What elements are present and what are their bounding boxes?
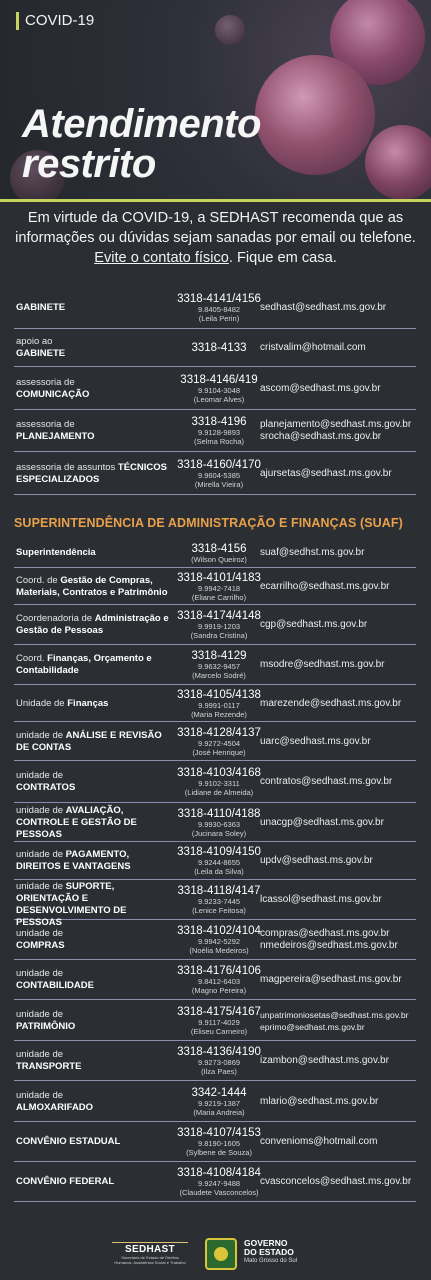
contact-mobile: 9.9128-9893 [197,428,241,437]
contact-label-bold: ANÁLISE E REVISÃO DE CONTAS [16,729,162,753]
contact-email-block [260,1176,420,1188]
contact-phone: 3318-4176/4106 [177,965,261,977]
headline [22,104,261,184]
contact-label [16,698,171,710]
contact-email-block [260,855,420,867]
contact-phone: 3318-4105/4138 [177,688,261,701]
contact-phone-block [164,342,274,354]
contact-mobile: 9.8412-6403 [197,977,241,986]
contact-label-prefix: Unidade de [16,697,65,709]
contact-email[interactable]: marezende@sedhast.ms.gov.br [260,697,402,709]
contact-row [14,1041,416,1081]
contact-row [14,685,416,722]
contact-person: (Leomar Alves) [193,394,245,404]
contact-mobile: 9.9942-5292 [197,937,241,946]
contact-label-bold: GABINETE [16,348,66,359]
contact-mobile: 9.9991-0117 [198,700,240,710]
contact-phone-block [164,543,274,564]
contact-label [16,805,171,841]
contact-row [14,761,416,803]
contact-label-prefix: Coord. [16,653,45,664]
contact-phone-block [164,1127,274,1157]
contact-email-block [260,736,420,748]
contact-person: (Eliane Carrilho) [191,592,247,602]
contact-label [16,1009,171,1033]
contact-person: (José Henrique) [192,747,246,757]
contact-email[interactable]: cgp@sedhast.ms.gov.br [260,619,368,630]
contact-phone-block [164,293,274,323]
contact-email-block [260,1096,420,1108]
virus-illustration [365,125,431,200]
contact-label [16,302,171,314]
government-logo [244,1239,297,1266]
contact-phone: 3318-4128/4137 [177,726,261,739]
contact-label-prefix: unidade de [16,804,64,816]
contact-email-block [260,894,420,906]
contact-person: (Jucinara Soley) [191,828,247,838]
intro-underlined: Evite o contato físico [94,250,229,266]
contact-email[interactable]: izambon@sedhast.ms.gov.br [260,1055,389,1066]
contact-label [16,968,171,992]
contact-label [16,928,171,952]
contact-label-bold: ALMOXARIFADO [16,1101,94,1113]
contact-row [14,1122,416,1162]
contact-label-prefix: unidade de [16,849,64,860]
contact-email[interactable]: cristvalim@hotmail.com [260,342,366,353]
contact-phone-block [164,610,274,640]
contact-email-block [260,302,420,314]
contact-person: (Leila da Silva) [194,867,244,876]
contact-label-bold: COMUNICAÇÃO [16,388,90,400]
contact-email[interactable]: nmedeiros@sedhast.ms.gov.br [260,940,398,951]
contact-email-block [260,547,420,559]
contact-label-bold: Finanças, Orçamento e Contabilidade [16,653,152,676]
contact-label-bold: CONTRATOS [16,782,76,793]
intro-part1: Em virtude da COVID-19, a SEDHAST recomenda que as informações ou dúvidas sejam sanadas por email ou telefone. [15,210,416,246]
contact-email-block [260,1055,420,1067]
contact-email-block [260,619,420,631]
contact-row [14,960,416,1000]
contact-mobile: 9.9104-3048 [197,385,241,395]
contact-mobile: 9.9919-1203 [197,622,241,631]
contact-email-block [260,974,420,986]
contact-email-block [260,776,420,788]
contact-mobile: 9.9219-1387 [197,1098,241,1108]
contact-phone-block [164,459,274,489]
contact-email[interactable]: msodre@sedhast.ms.gov.br [260,659,385,670]
contact-person: (Leila Perin) [198,313,240,323]
contact-label-bold: AVALIAÇÃO, CONTROLE E GESTÃO DE PESSOAS [16,804,137,840]
contact-person: (Wilson Queiroz) [191,554,247,564]
contact-email[interactable]: uarc@sedhast.ms.gov.br [260,735,371,747]
main-contacts-table [0,286,431,495]
contact-label-bold: GABINETE [16,301,66,313]
contact-phone: 3318-4101/4183 [177,571,261,584]
virus-illustration [255,55,375,175]
contact-label-prefix: Coordenadoria de [16,613,93,624]
contact-label-prefix: unidade de [16,770,64,781]
gov-line2: DO ESTADO [244,1247,294,1257]
contact-person: (Marcelo Sodré) [192,671,246,680]
contact-email[interactable]: unpatrimoniosetas@sedhast.ms.gov.br [260,1009,409,1020]
contact-row [14,1081,416,1122]
contact-email-block [260,698,420,710]
contact-phone-block [164,727,274,757]
contact-phone-block [164,572,274,602]
contact-phone: 3318-4103/4168 [177,767,261,779]
contact-email[interactable]: ecarrilho@sedhast.ms.gov.br [260,580,390,592]
contact-label [16,770,171,794]
contact-email[interactable]: ascom@sedhast.ms.gov.br [260,382,381,394]
contact-label [16,547,171,559]
contact-label-bold: COMPRAS [16,940,65,951]
virus-illustration [215,15,245,45]
contact-person: (Lenice Feitosa) [192,906,246,915]
contact-person: (Noélia Medeiros) [189,946,249,955]
contact-phone: 3318-4102/4104 [177,925,261,937]
contact-label-bold: PATRIMÔNIO [16,1020,76,1032]
contact-email[interactable]: mlario@sedhast.ms.gov.br [260,1095,379,1107]
suaf-section-title: SUPERINTENDÊNCIA DE ADMINISTRAÇÃO E FINANÇAS (SUAF) [14,516,403,530]
contact-phone: 3318-4160/4170 [177,458,261,471]
contact-label-prefix: assessoria de assuntos [16,461,116,473]
contact-label-prefix: unidade de [16,928,64,939]
contact-email[interactable]: contratos@sedhast.ms.gov.br [260,776,393,787]
contact-email-block [260,817,420,829]
contact-phone-block [164,1087,274,1117]
contact-label-bold: Gestão de Compras, Materiais, Contratos e Patrimônio [16,574,168,598]
contact-email-block [260,659,420,671]
contact-email-block [260,1136,420,1148]
contact-row [14,803,416,842]
contact-phone-block [164,965,274,995]
contact-person: (Eliseu Carneiro) [190,1026,248,1036]
contact-label-prefix: unidade de [16,1008,64,1020]
contact-person: (Ilza Paes) [201,1067,237,1076]
contact-label-bold: PLANEJAMENTO [16,431,95,442]
contact-email[interactable]: lcassol@sedhast.ms.gov.br [260,894,382,905]
contact-person: (Maria Rezende) [191,709,247,719]
contact-label-bold: Superintendência [16,547,96,558]
contact-label-bold: TÉCNICOS ESPECIALIZADOS [16,461,168,485]
contact-label [16,653,171,677]
contact-label-prefix: assessoria de [16,376,75,388]
contact-email[interactable]: ajursetas@sedhast.ms.gov.br [260,467,392,479]
contact-row [14,1000,416,1041]
contact-phone: 3318-4109/4150 [177,846,261,858]
contact-mobile: 9.9930-6363 [197,819,241,829]
contact-row [14,452,416,495]
contact-row [14,645,416,685]
contact-phone-block [164,846,274,876]
contact-label [16,1090,171,1114]
contact-label-prefix: unidade de [16,1049,64,1060]
contact-row [14,842,416,880]
footer [0,1226,431,1280]
contact-person: (Sylbene de Souza) [186,1148,252,1157]
contact-phone: 3342-1444 [191,1086,247,1099]
contact-email-block [260,342,420,354]
accent-divider [0,199,431,202]
contact-label [16,730,171,754]
contact-phone: 3318-4110/4188 [177,807,261,820]
contact-label [16,613,171,637]
contact-mobile: 9.8190-1605 [197,1139,241,1148]
contact-label-prefix: unidade de [16,881,64,892]
contact-phone: 3318-4118/4147 [177,885,261,897]
contact-label-bold: CONTABILIDADE [16,980,94,991]
contact-email[interactable]: convenioms@hotmail.com [260,1136,378,1147]
contact-mobile: 9.9244-8655 [197,858,241,867]
contact-phone-block [164,1046,274,1076]
contact-email[interactable]: eprimo@sedhast.ms.gov.br [260,1021,365,1032]
contact-phone-block [164,885,274,915]
contact-label-prefix: unidade de [16,729,64,741]
contact-email[interactable]: cvasconcelos@sedhast.ms.gov.br [260,1176,412,1187]
gov-line1: GOVERNO [244,1238,288,1248]
contact-phone: 3318-4175/4167 [177,1005,261,1018]
contact-phone: 3318-4146/419 [180,373,258,386]
contact-row [14,880,416,928]
contact-email[interactable]: unacgp@sedhast.ms.gov.br [260,816,384,828]
intro-part2: . Fique em casa. [228,250,337,266]
contact-label-prefix: assessoria de [16,419,75,430]
contact-email[interactable]: compras@sedhast.ms.gov.br [260,928,390,939]
contact-email-block [260,581,420,593]
suaf-contacts-table [0,538,431,1202]
contact-row [14,722,416,761]
contact-row [14,605,416,645]
sedhast-name: SEDHAST [125,1244,175,1255]
contact-person: (Sandra Cristina) [190,631,248,640]
contact-phone-block [164,925,274,955]
contact-label [16,462,171,486]
contact-phone-block [164,374,274,404]
contact-email[interactable]: srocha@sedhast.ms.gov.br [260,431,382,442]
contact-label-prefix: unidade de [16,1089,64,1101]
contact-label-prefix: unidade de [16,968,64,979]
contact-phone-block [164,1006,274,1036]
contact-label-bold: PAGAMENTO, DIREITOS E VANTAGENS [16,849,131,872]
contact-label-bold: Administração e Gestão de Pessoas [16,613,169,636]
contact-person: (Lidiane de Almeida) [184,788,254,797]
contact-label-prefix: apoio ao [16,336,53,347]
contact-phone: 3318-4196 [191,416,247,428]
contact-phone: 3318-4174/4148 [177,610,261,622]
contact-row [14,329,416,367]
contact-email[interactable]: suaf@sedhst.ms.gov.br [260,547,365,558]
contact-email-block [260,928,420,952]
contact-row [14,286,416,329]
contact-mobile: 9.9117-4029 [198,1017,240,1027]
contact-label [16,1176,171,1188]
contact-phone: 3318-4141/4156 [177,292,261,305]
contact-label [16,336,171,360]
contact-phone: 3318-4133 [191,342,247,354]
gov-state: Mato Grosso do Sul [244,1258,298,1264]
contact-mobile: 9.9102-3311 [198,779,240,788]
hero-banner [0,0,431,200]
contact-mobile: 9.9273-0869 [197,1058,241,1067]
contact-mobile: 9.9942-7418 [197,583,241,593]
contact-label [16,419,171,443]
contact-row [14,410,416,452]
contact-mobile: 9.9632-9457 [197,662,241,671]
contact-email[interactable]: updv@sedhast.ms.gov.br [260,855,373,866]
contact-person: (Selma Rocha) [193,437,245,446]
sedhast-divider [112,1242,188,1243]
contact-person: (Maria Andreia) [193,1107,245,1117]
intro-text [14,208,417,268]
contact-row [14,920,416,960]
state-emblem-icon [205,1238,237,1270]
contact-phone-block [164,808,274,838]
contact-mobile: 9.9272-4504 [197,738,241,748]
contact-label [16,1136,171,1148]
contact-mobile: 9.8405-8482 [197,304,241,314]
contact-person: (Mirella Vieira) [194,479,244,489]
contact-phone: 3318-4107/4153 [177,1127,261,1139]
contact-mobile: 9.9247-9488 [197,1179,241,1188]
contact-label [16,1049,171,1073]
contact-label-bold: TRANSPORTE [16,1061,82,1072]
contact-label-bold: Finanças [67,697,109,709]
contact-email[interactable]: magpereira@sedhast.ms.gov.br [260,974,402,985]
contact-phone-block [164,416,274,446]
contact-phone-block [164,689,274,719]
contact-phone-block [164,650,274,680]
contact-label [16,377,171,401]
contact-label-bold: CONVÊNIO ESTADUAL [16,1136,121,1147]
contact-mobile: 9.9604-5385 [197,470,241,480]
headline-line1: Atendimento [22,102,261,146]
contact-email-block [260,383,420,395]
covid-tag: COVID-19 [16,12,94,30]
contact-row [14,538,416,568]
contact-label-bold: CONVÊNIO FEDERAL [16,1176,115,1187]
contact-email-block [260,468,420,480]
contact-phone: 3318-4108/4184 [177,1167,261,1179]
contact-label-bold: SUPORTE, ORIENTAÇÃO E DESENVOLVIMENTO DE PESSOAS [16,881,127,928]
contact-row [14,1162,416,1202]
contact-email-block [260,419,420,443]
contact-row [14,367,416,410]
contact-label-prefix: Coord. de [16,574,58,586]
contact-email-block [260,1009,420,1033]
contact-phone: 3318-4129 [191,650,247,662]
sedhast-desc: Secretaria de Estado de Direitos Humanos, Assistência Social e Trabalho [114,1255,186,1265]
contact-email[interactable]: planejamento@sedhast.ms.gov.br [260,419,412,430]
contact-phone-block [164,767,274,797]
contact-person: (Magno Pereira) [191,986,247,995]
contact-phone-block [164,1167,274,1197]
contact-email[interactable]: sedhast@sedhast.ms.gov.br [260,301,387,313]
headline-line2: restrito [22,142,156,186]
sedhast-logo [112,1244,188,1265]
contact-mobile: 9.9233-7445 [197,897,241,906]
contact-row [14,568,416,605]
contact-phone: 3318-4156 [191,542,247,555]
contact-person: (Claudete Vasconcelos) [179,1188,259,1197]
contact-label [16,575,171,599]
contact-label [16,849,171,873]
contact-phone: 3318-4136/4190 [177,1046,261,1058]
